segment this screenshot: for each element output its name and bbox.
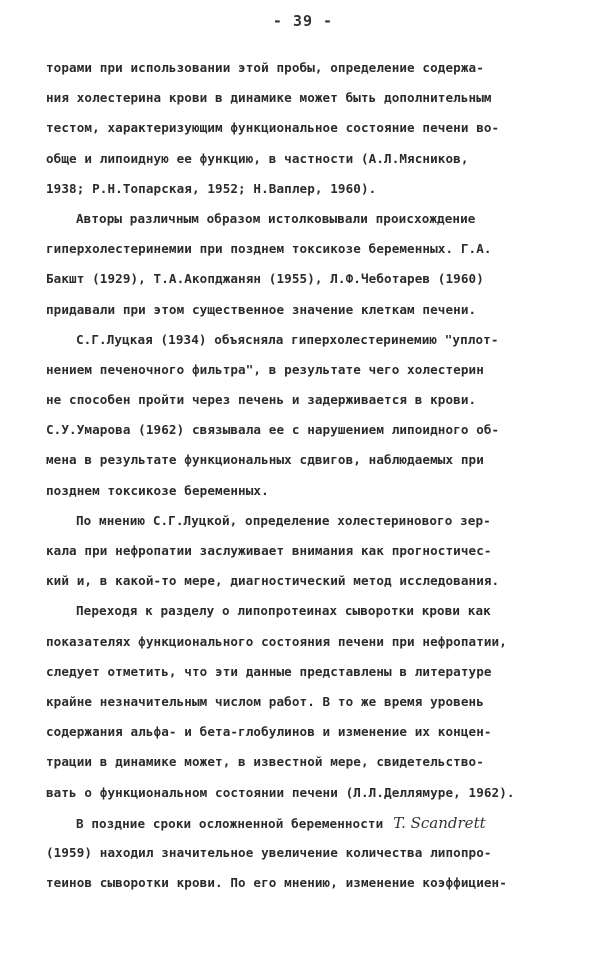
handwritten-name: T. Scandrett: [393, 813, 486, 832]
text-line: гиперхолестеринемии при позднем токсикозе беременных. Г.А.: [46, 241, 492, 257]
text-line: С.Г.Луцкая (1934) объясняла гиперхолестеринемию "уплот-: [76, 331, 499, 347]
text-line: крайне незначительным числом работ. В то же время уровень: [46, 693, 484, 709]
text-line: тестом, характеризующим функциональное состояние печени во-: [46, 120, 500, 136]
text-line: не способен пройти через печень и задерживается в крови.: [46, 392, 477, 408]
text-line: (1959) находил значительное увеличение количества липопро-: [46, 844, 492, 860]
text-line: Бакшт (1929), Т.А.Акопджанян (1955), Л.Ф.Чеботарев (1960): [46, 271, 484, 287]
text-line-with-handwriting: [46, 808, 586, 838]
body-text: [46, 53, 586, 898]
page-number: - 39 -: [272, 12, 334, 30]
text-line: Переходя к разделу о липопротеинах сыворотки крови как: [76, 603, 491, 619]
text-line: Авторы различным образом истолковывали происхождение: [76, 210, 476, 226]
text-line: следует отметить, что эти данные представлены в литературе: [46, 663, 492, 679]
text-line: торами при использовании этой пробы, определение содержа-: [46, 60, 484, 75]
text-line: обще и липоидную ее функцию, в частности (А.Л.Мясников,: [46, 150, 469, 166]
text-line: нением печеночного фильтра", в результате чего холестерин: [46, 361, 484, 377]
text-line: содержания альфа- и бета-глобулинов и изменение их концен-: [46, 724, 492, 740]
text-line: 1938; Р.Н.Топарская, 1952; Н.Ваплер, 1960).: [46, 180, 377, 196]
text-line: мена в результате функциональных сдвигов, наблюдаемых при: [46, 452, 484, 468]
text-line: показателях функционального состояния печени при нефропатии,: [46, 633, 507, 649]
text-line: позднем токсикозе беременных.: [46, 482, 269, 498]
text-line-segment: В поздние сроки осложненной беременности: [76, 815, 384, 831]
text-line: По мнению С.Г.Луцкой, определение холестеринового зер-: [76, 512, 491, 528]
text-line: придавали при этом существенное значение клеткам печени.: [46, 301, 477, 317]
text-line: ния холестерина крови в динамике может быть дополнительным: [46, 90, 492, 106]
text-line: трации в динамике может, в известной мере, свидетельство-: [46, 754, 484, 770]
text-line: кий и, в какой-то мере, диагностический метод исследования.: [46, 573, 500, 589]
text-line: вать о функциональном состоянии печени (Л.Л.Деллямуре, 1962).: [46, 784, 515, 800]
text-line: С.У.Умарова (1962) связывала ее с нарушением липоидного об-: [46, 422, 500, 438]
text-line: кала при нефропатии заслуживает внимания как прогностичес-: [46, 543, 492, 558]
text-line: теинов сыворотки крови. По его мнению, изменение коэффициен-: [46, 875, 507, 891]
